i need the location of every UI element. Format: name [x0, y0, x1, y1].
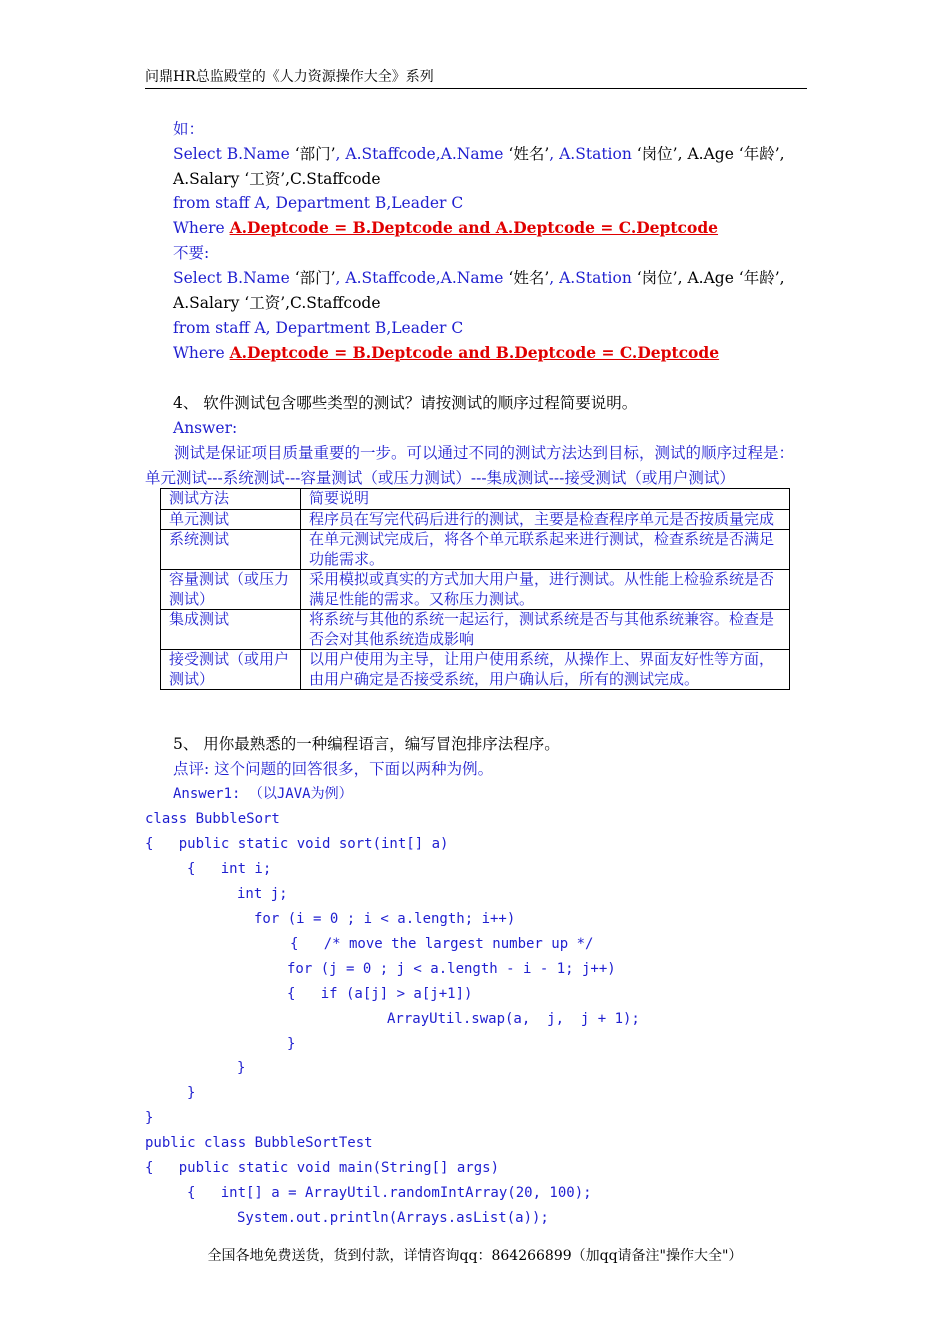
sql-dont-q3: ‘岗位’ [636, 269, 678, 287]
sql-dont-select-a: Select B.Name [173, 269, 295, 287]
sql-dont-select-line [173, 268, 785, 288]
code-line: } [187, 1085, 196, 1101]
code-line: } [145, 1110, 154, 1126]
code-line: } [287, 1036, 296, 1052]
sql-dont-label: 不要: [173, 244, 210, 262]
code-line: int j; [237, 886, 288, 902]
table-cell-desc: 在单元测试完成后，将各个单元联系起来进行测试，检查系统是否满足功能需求。 [301, 530, 790, 570]
q5-comment: 点评: 这个问题的回答很多，下面以两种为例。 [173, 760, 494, 778]
table-row [161, 570, 790, 610]
sql-do-select-c: , A.Station [549, 145, 637, 163]
sql-dont-q2: ‘姓名’ [508, 269, 550, 287]
sql-dont-line2: A.Salary ‘工资’,C.Staffcode [173, 294, 381, 312]
table-cell-desc: 以用户使用为主导，让用户使用系统，从操作上、界面友好性等方面，由用户确定是否接受系统，用户确认后，所有的测试完成。 [301, 650, 790, 690]
table-row [161, 530, 790, 570]
table-cell-method: 单元测试 [161, 509, 301, 530]
sql-dont-q1: ‘部门’ [294, 269, 336, 287]
code-line: } [237, 1060, 246, 1076]
sql-dont-select-b: , A.Staffcode,A.Name [335, 269, 509, 287]
code-line: { public static void main(String[] args) [145, 1160, 500, 1176]
sql-do-select-a: Select B.Name [173, 145, 295, 163]
table-cell-method: 容量测试（或压力测试） [161, 570, 301, 610]
q5-question: 5、 用你最熟悉的一种编程语言，编写冒泡排序法程序。 [173, 735, 560, 753]
sql-do-label: 如： [173, 120, 205, 138]
q4-question: 4、 软件测试包含哪些类型的测试？请按测试的顺序过程简要说明。 [173, 394, 638, 412]
q5-answer1-label: Answer1: （以JAVA为例） [173, 786, 353, 802]
page-footer: 全国各地免费送货，货到付款，详情咨询qq：864266899（加qq请备注"操作大全"） [207, 1248, 743, 1264]
sql-dont-select-d: , A.Age ‘年龄’, [677, 269, 785, 287]
sql-do-select-d: , A.Age ‘年龄’, [677, 145, 785, 163]
sql-do-from: from staff A, Department B,Leader C [173, 194, 464, 212]
code-line: System.out.println(Arrays.asList(a)); [237, 1210, 549, 1226]
page-header: 问鼎HR总监殿堂的《人力资源操作大全》系列 [145, 66, 807, 89]
sql-dont-select-c: , A.Station [549, 269, 637, 287]
sql-do-q2: ‘姓名’ [508, 145, 550, 163]
table-row [161, 509, 790, 530]
sql-do-line2: A.Salary ‘工资’,C.Staffcode [173, 170, 381, 188]
sql-do-where-kw: Where [173, 219, 230, 237]
code-line: { int[] a = ArrayUtil.randomIntArray(20, 100); [187, 1185, 592, 1201]
table-cell-method: 系统测试 [161, 530, 301, 570]
table-header-row [161, 489, 790, 510]
q4-answer-text: 测试是保证项目质量重要的一步。可以通过不同的测试方法达到目标，测试的顺序过程是：单元测试---系统测试---容量测试（或压力测试）---集成测试---接受测试（或用户测试） [145, 444, 795, 487]
sql-do-where [173, 218, 718, 238]
sql-do-select-b: , A.Staffcode,A.Name [335, 145, 509, 163]
test-types-table [160, 488, 790, 690]
sql-dont-where-cond: A.Deptcode = B.Deptcode and B.Deptcode = C.Deptcode [229, 343, 720, 362]
code-line: ArrayUtil.swap(a, j, j + 1); [387, 1011, 640, 1027]
table-cell-method: 接受测试（或用户测试） [161, 650, 301, 690]
sql-dont-where-kw: Where [173, 344, 230, 362]
table-row [161, 650, 790, 690]
table-header-cell: 测试方法 [161, 489, 301, 510]
code-line: { int i; [187, 861, 272, 877]
sql-do-where-cond: A.Deptcode = B.Deptcode and A.Deptcode = C.Deptcode [229, 218, 719, 237]
table-cell-desc: 将系统与其他的系统一起运行，测试系统是否与其他系统兼容。检查是否会对其他系统造成影响 [301, 610, 790, 650]
sql-dont-from: from staff A, Department B,Leader C [173, 319, 464, 337]
code-line: public class BubbleSortTest [145, 1135, 373, 1151]
table-cell-method: 集成测试 [161, 610, 301, 650]
code-line: { /* move the largest number up */ [290, 936, 594, 952]
table-cell-desc: 程序员在写完代码后进行的测试，主要是检查程序单元是否按质量完成 [301, 509, 790, 530]
code-line: for (j = 0 ; j < a.length - i - 1; j++) [287, 961, 616, 977]
code-line: for (i = 0 ; i < a.length; i++) [254, 911, 516, 927]
q4-answer-label: Answer: [173, 419, 238, 437]
table-cell-desc: 采用模拟或真实的方式加大用户量，进行测试。从性能上检验系统是否满足性能的需求。又称压力测试。 [301, 570, 790, 610]
sql-do-q1: ‘部门’ [294, 145, 336, 163]
code-line: { if (a[j] > a[j+1]) [287, 986, 473, 1002]
table-row [161, 610, 790, 650]
sql-dont-where [173, 343, 719, 363]
sql-do-q3: ‘岗位’ [636, 145, 678, 163]
code-line: { public static void sort(int[] a) [145, 836, 449, 852]
sql-do-select-line [173, 144, 785, 164]
code-line: class BubbleSort [145, 811, 280, 827]
table-header-cell: 简要说明 [301, 489, 790, 510]
